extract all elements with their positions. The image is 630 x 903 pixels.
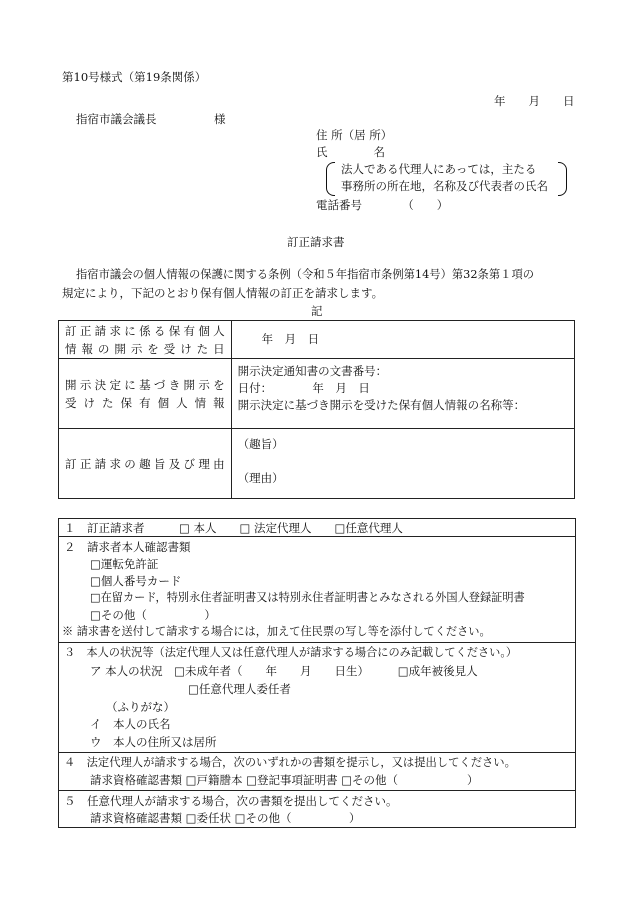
principal-address-label: ウ 本人の住所又は居所 xyxy=(90,735,217,749)
row-disclosed-info-label: 開示決定に基づき開示を 受けた保有個人情報 xyxy=(59,359,232,429)
phone-label: 電話番号 （ ） xyxy=(316,198,449,212)
addressee: 指宿市議会議長 様 xyxy=(76,112,226,126)
form-number: 第10号様式（第19条関係） xyxy=(62,70,207,84)
section-5-title: ５ 任意代理人が請求する場合，次の書類を提出してください。 xyxy=(64,794,398,808)
row-disclosure-date-value[interactable]: 年 月 日 xyxy=(231,321,574,359)
id-doc-mynumber-card[interactable]: □個人番号カード xyxy=(90,574,182,588)
bracket-left xyxy=(326,162,335,196)
section-4-documents[interactable]: 請求資格確認書類 □戸籍謄本 □登記事項証明書 □その他（ ） xyxy=(90,773,479,787)
principal-status-delegator[interactable]: □任意代理人委任者 xyxy=(188,682,291,696)
ki-mark: 記 xyxy=(311,304,323,318)
intro-line2: 規定により，下記のとおり保有個人情報の訂正を請求します。 xyxy=(62,286,384,300)
intro-line1: 指宿市議会の個人情報の保護に関する条例（令和５年指宿市条例第14号）第32条第１項の xyxy=(76,268,535,281)
address-label: 住 所（居 所） xyxy=(316,128,393,142)
id-doc-residence-card[interactable]: □在留カード，特別永住者証明書又は特別永住者証明書とみなされる外国人登録証明書 xyxy=(90,591,525,604)
furigana-label: （ふりがな） xyxy=(106,700,175,714)
id-doc-other[interactable]: □その他（ ） xyxy=(90,608,216,622)
section-2-note: ※ 請求書を送付して請求する場合には，加えて住民票の写し等を添付してください。 xyxy=(62,625,491,638)
divider-2 xyxy=(58,642,576,643)
section-4-title: ４ 法定代理人が請求する場合，次のいずれかの書類を提示し，又は提出してください。 xyxy=(64,756,516,769)
divider-1 xyxy=(58,536,576,537)
divider-4 xyxy=(58,790,576,791)
principal-status[interactable]: ア 本人の状況 □未成年者（ 年 月 日生） □成年被後見人 xyxy=(90,664,478,678)
divider-3 xyxy=(58,752,576,753)
bracket-note-line1: 法人である代理人にあっては，主たる xyxy=(341,162,537,176)
row-purpose-value[interactable]: （趣旨） （理由） xyxy=(231,429,574,499)
date-line: 年 月 日 xyxy=(494,94,575,108)
section-1-requester-type[interactable]: １ 訂正請求者 □ 本人 □ 法定代理人 □任意代理人 xyxy=(64,521,403,535)
section-2-title: ２ 請求者本人確認書類 xyxy=(64,540,191,554)
document-title: 訂正請求書 xyxy=(287,235,345,249)
row-purpose-label: 訂正請求の趣旨及び理由 xyxy=(59,429,232,499)
bracket-note-line2: 事務所の所在地，名称及び代表者の氏名 xyxy=(341,179,548,193)
bracket-right xyxy=(558,162,567,196)
name-label: 氏 名 xyxy=(316,145,385,159)
row-disclosure-date-label: 訂正請求に係る保有個人 情報の開示を受けた日 xyxy=(59,321,232,359)
section-5-documents[interactable]: 請求資格確認書類 □委任状 □その他（ ） xyxy=(90,811,361,825)
section-3-title: ３ 本人の状況等（法定代理人又は任意代理人が請求する場合にのみ記載してください。） xyxy=(64,646,518,659)
principal-name-label: イ 本人の氏名 xyxy=(90,717,171,731)
row-disclosed-info-value[interactable]: 開示決定通知書の文書番号： 日付： 年 月 日 開示決定に基づき開示を受けた保有個人情報の名称等： xyxy=(231,359,574,429)
request-detail-table xyxy=(58,320,575,499)
id-doc-drivers-license[interactable]: □運転免許証 xyxy=(90,557,159,571)
